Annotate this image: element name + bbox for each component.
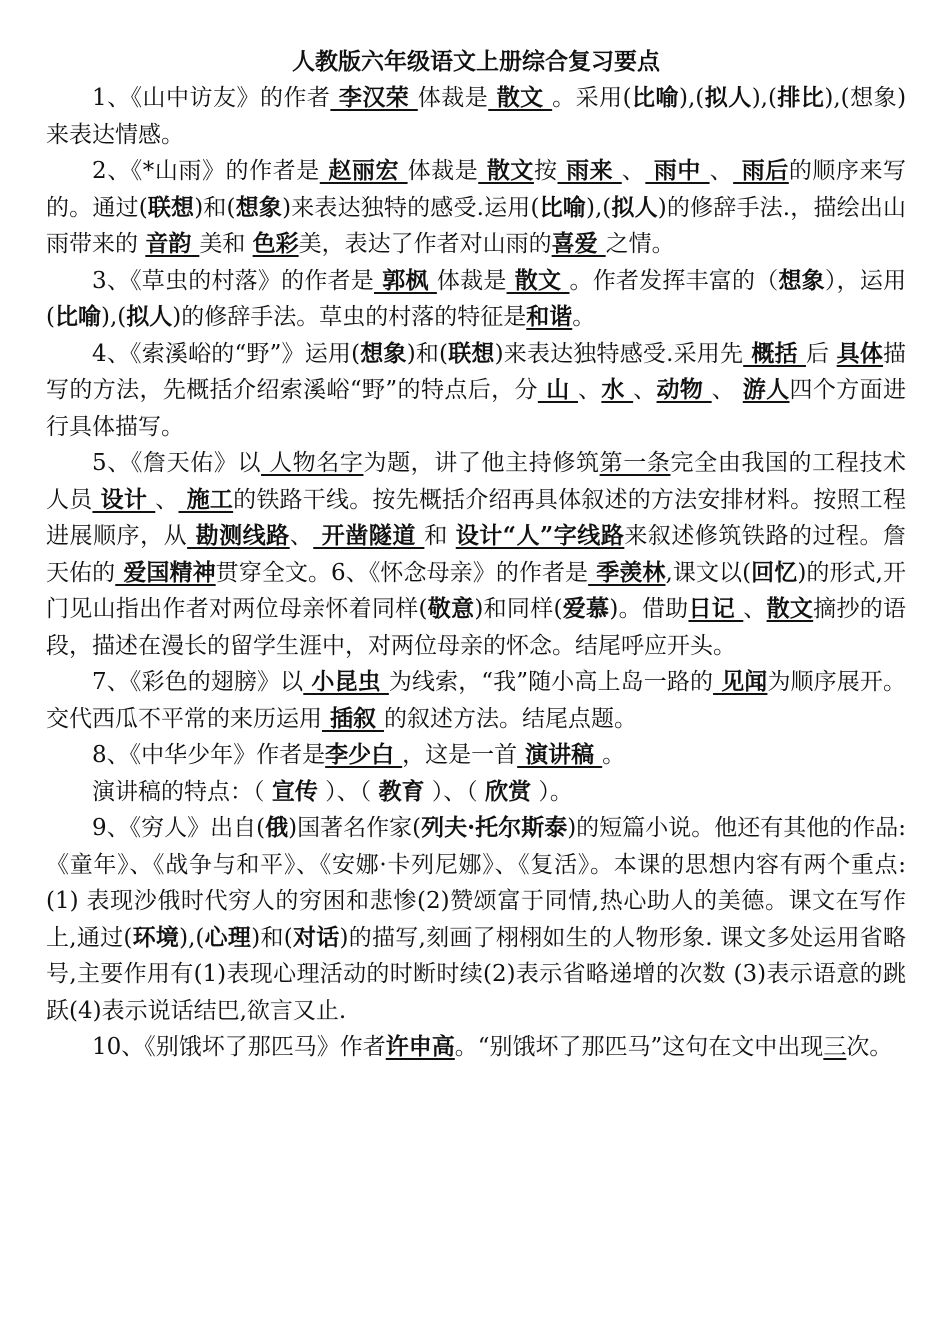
- text-run: 次。: [846, 1034, 893, 1060]
- text-run: 、: [577, 377, 602, 403]
- text-run: 3、《草虫的村落》的作者是: [92, 267, 374, 294]
- review-item-10: [46, 1029, 906, 1066]
- text-run: ）、（: [424, 778, 486, 805]
- answer-run: 排比: [776, 84, 825, 111]
- answer-run: 赵丽宏: [319, 157, 408, 184]
- answer-run: 爱慕: [562, 595, 610, 622]
- answer-run: 雨后: [733, 157, 789, 184]
- text-run: 9、《穷人》出自(: [92, 815, 266, 841]
- answer-run: 想象: [778, 266, 825, 294]
- answer-run: 散文: [766, 595, 814, 622]
- text-run: 2、《*山雨》的作者是: [92, 158, 320, 184]
- answer-run: 勘测线路: [187, 522, 290, 549]
- answer-run: 许申高: [385, 1033, 455, 1060]
- text-run: 演讲稿的特点：（: [92, 778, 272, 805]
- review-item-9: [46, 810, 906, 1029]
- answer-run: 想象: [235, 193, 283, 221]
- text-run: ）、（: [317, 778, 379, 805]
- text-run: 、: [289, 523, 314, 549]
- answer-run: 插叙: [322, 704, 385, 732]
- text-run: ,课文以(: [665, 559, 752, 586]
- review-item-8: [46, 774, 906, 811]
- answer-run: 联想: [147, 193, 195, 221]
- answer-run: 李汉荣: [330, 84, 418, 111]
- document-title: 人教版六年级语文上册综合复习要点: [292, 48, 660, 75]
- answer-run: 李少白: [325, 741, 403, 768]
- answer-run: 喜爱: [551, 230, 606, 257]
- text-run: 按: [533, 158, 558, 184]
- text-run: 四个方面进行具体描写。: [46, 377, 907, 440]
- text-run: ),(: [100, 304, 127, 330]
- answer-run: 散文: [488, 84, 553, 111]
- answer-run: 施工: [178, 485, 234, 513]
- review-item-5: [46, 445, 906, 664]
- review-item-1: [46, 80, 906, 153]
- text-run: )的描写,刻画了栩栩如生的人物形象. 课文多处运用省略号,主要作用有(1)表现心理活动的时断时续(2)表示省略递增的次数 (3)表示语意的跳跃(4)表示说话结巴,欲言又止.: [46, 924, 907, 1024]
- answer-run: 郭枫: [373, 266, 437, 294]
- text-run: 美，表达了作者对山雨的: [298, 231, 552, 257]
- answer-run: 三: [823, 1034, 847, 1060]
- answer-run: 雨来: [557, 157, 622, 184]
- review-item-4: [46, 336, 906, 446]
- text-run: 、: [711, 377, 743, 403]
- text-run: 。作者发挥丰富的（: [569, 267, 779, 294]
- text-run: 和: [424, 523, 456, 549]
- text-run: 贯穿全文。6、《怀念母亲》的作者是: [215, 559, 589, 586]
- text-run: 的叙述方法。结尾点题。: [384, 705, 638, 732]
- text-run: 、: [709, 158, 734, 184]
- text-run: 为顺序展开。交代西瓜不平常的来历运用: [46, 669, 907, 732]
- answer-run: 季羡林: [588, 558, 666, 586]
- text-run: ）。: [531, 778, 573, 805]
- answer-run: 演讲稿: [517, 741, 603, 768]
- answer-run: 对话: [292, 923, 340, 951]
- text-run: )国著名作家(: [288, 815, 422, 841]
- text-run: 。“别饿坏了那匹马”这句在文中出现: [454, 1034, 824, 1060]
- text-run: 后: [805, 340, 837, 367]
- text-run: 体裁是: [407, 158, 479, 184]
- text-run: )的短篇小说。他还有其他的作品:《童年》、《战争与和平》、《安娜·卡列尼娜》、《复活》。本课的思想内容有两个重点:(1) 表现沙俄时代穷人的穷困和悲惨(2)赞颂富于同情,热心助人的美德。课文在写作上,通过(: [46, 815, 906, 951]
- text-run: 为线索，“我”随小高上岛一路的: [388, 669, 714, 695]
- text-run: 为题，讲了他主持修筑: [363, 450, 600, 476]
- text-run: 、: [633, 377, 657, 403]
- text-run: 。: [602, 742, 626, 768]
- text-run: )来表达独特的感受.运用(: [282, 194, 540, 221]
- text-run: 、: [155, 486, 179, 513]
- review-item-7: [46, 737, 906, 774]
- answer-run: 俄: [265, 814, 289, 841]
- text-run: 5、《詹天佑》以: [92, 450, 262, 476]
- text-run: 摘抄的语段，描述在漫长的留学生涯中，对两位母亲的怀念。结尾呼应开头。: [46, 596, 907, 659]
- text-run: ),(: [678, 85, 705, 111]
- answer-run: 和谐: [526, 303, 573, 330]
- answer-run: 想象: [360, 339, 407, 367]
- answer-run: 教育: [378, 777, 425, 805]
- answer-run: 拟人: [611, 193, 658, 221]
- review-item-6: [46, 664, 906, 737]
- text-run: )和(: [194, 194, 236, 221]
- answer-run: 山: [537, 376, 578, 403]
- answer-run: 动物: [656, 376, 712, 403]
- answer-run: 联想: [448, 339, 495, 367]
- answer-run: 比喻: [54, 303, 101, 330]
- answer-run: 散文: [506, 266, 570, 294]
- text-run: 描写的方法，先概括介绍索溪峪“野”的特点后，分: [46, 340, 907, 403]
- answer-run: 小昆虫: [303, 668, 389, 695]
- answer-run: 环境: [132, 923, 180, 951]
- text-run: )的形式,开门见山指出作者对两位母亲怀着同样(: [46, 559, 907, 622]
- text-run: 。: [572, 304, 596, 330]
- answer-run: 水: [601, 376, 634, 403]
- answer-run: 欣赏: [485, 777, 532, 805]
- text-run: 来叙述修筑铁路的过程。詹天佑的: [46, 523, 907, 586]
- text-run: ),(: [585, 194, 612, 221]
- answer-run: 散文: [478, 157, 534, 184]
- text-run: 、: [743, 596, 767, 622]
- answer-run: 见闻: [713, 668, 768, 695]
- text-run: 4、《索溪峪的“野”》运用(: [92, 340, 361, 367]
- text-run: 美和: [199, 231, 253, 257]
- text-run: 1、《山中访友》的作者: [92, 85, 331, 111]
- answer-run: 开凿隧道: [313, 522, 425, 549]
- answer-run: 具体: [836, 339, 884, 367]
- answer-run: 设计: [92, 485, 156, 513]
- text-run: 8、《中华少年》作者是: [92, 742, 326, 768]
- text-run: ),(: [179, 924, 205, 951]
- answer-run: 日记: [688, 595, 744, 622]
- text-run: 10、《别饿坏了那匹马》作者: [92, 1034, 386, 1060]
- text-run: )的修辞手法.，描绘出山雨带来的: [46, 194, 906, 257]
- answer-run: 概括: [743, 339, 806, 367]
- review-item-3: [46, 263, 906, 336]
- answer-run: 爱国精神: [115, 558, 216, 586]
- answer-run: 色彩: [252, 230, 299, 257]
- answer-run: 拟人: [704, 84, 752, 111]
- answer-run: 比喻: [631, 84, 679, 111]
- review-item-2: [46, 153, 906, 263]
- text-run: 之情。: [605, 231, 675, 257]
- text-run: 。采用(: [552, 85, 632, 111]
- answer-run: 雨中: [645, 157, 710, 184]
- answer-run: 敬意: [427, 595, 475, 622]
- answer-run: 游人: [742, 376, 790, 403]
- text-run: 完全由我国的工程技术人员: [46, 450, 907, 513]
- answer-run: 比喻: [539, 193, 586, 221]
- text-run: 体裁是: [436, 267, 507, 294]
- text-run: 的顺序来写的。通过(: [46, 158, 907, 221]
- answer-run: 心理: [204, 923, 252, 951]
- answer-run: 人物名字: [261, 450, 364, 476]
- text-run: )。借助: [609, 596, 689, 622]
- text-run: 体裁是: [417, 85, 489, 111]
- answer-run: 宣传: [271, 777, 318, 805]
- answer-run: 回忆: [751, 558, 798, 586]
- text-run: ，这是一首: [402, 742, 518, 768]
- answer-run: 第一条: [599, 450, 671, 476]
- answer-run: 拟人: [126, 303, 173, 330]
- text-run: )的修辞手法。草虫的村落的特征是: [172, 304, 527, 330]
- answer-run: 音韵: [145, 230, 200, 257]
- text-run: 7、《彩色的翅膀》以: [92, 669, 304, 695]
- text-run: ),(想象)来表达情感。: [46, 85, 907, 148]
- answer-run: 列夫·托尔斯泰: [421, 814, 568, 841]
- text-run: ），运用(: [46, 267, 907, 330]
- text-run: )和(: [406, 340, 449, 367]
- text-run: )来表达独特感受.采用先: [494, 340, 744, 367]
- text-run: )和(: [251, 924, 293, 951]
- text-run: )和同样(: [474, 596, 563, 622]
- answer-run: 设计“人”字线路: [455, 522, 625, 549]
- text-run: 、: [621, 158, 646, 184]
- text-run: 的铁路干线。按先概括介绍再具体叙述的方法安排材料。按照工程进展顺序，从: [46, 486, 907, 549]
- document-body: [46, 80, 906, 1066]
- text-run: ),(: [751, 85, 777, 111]
